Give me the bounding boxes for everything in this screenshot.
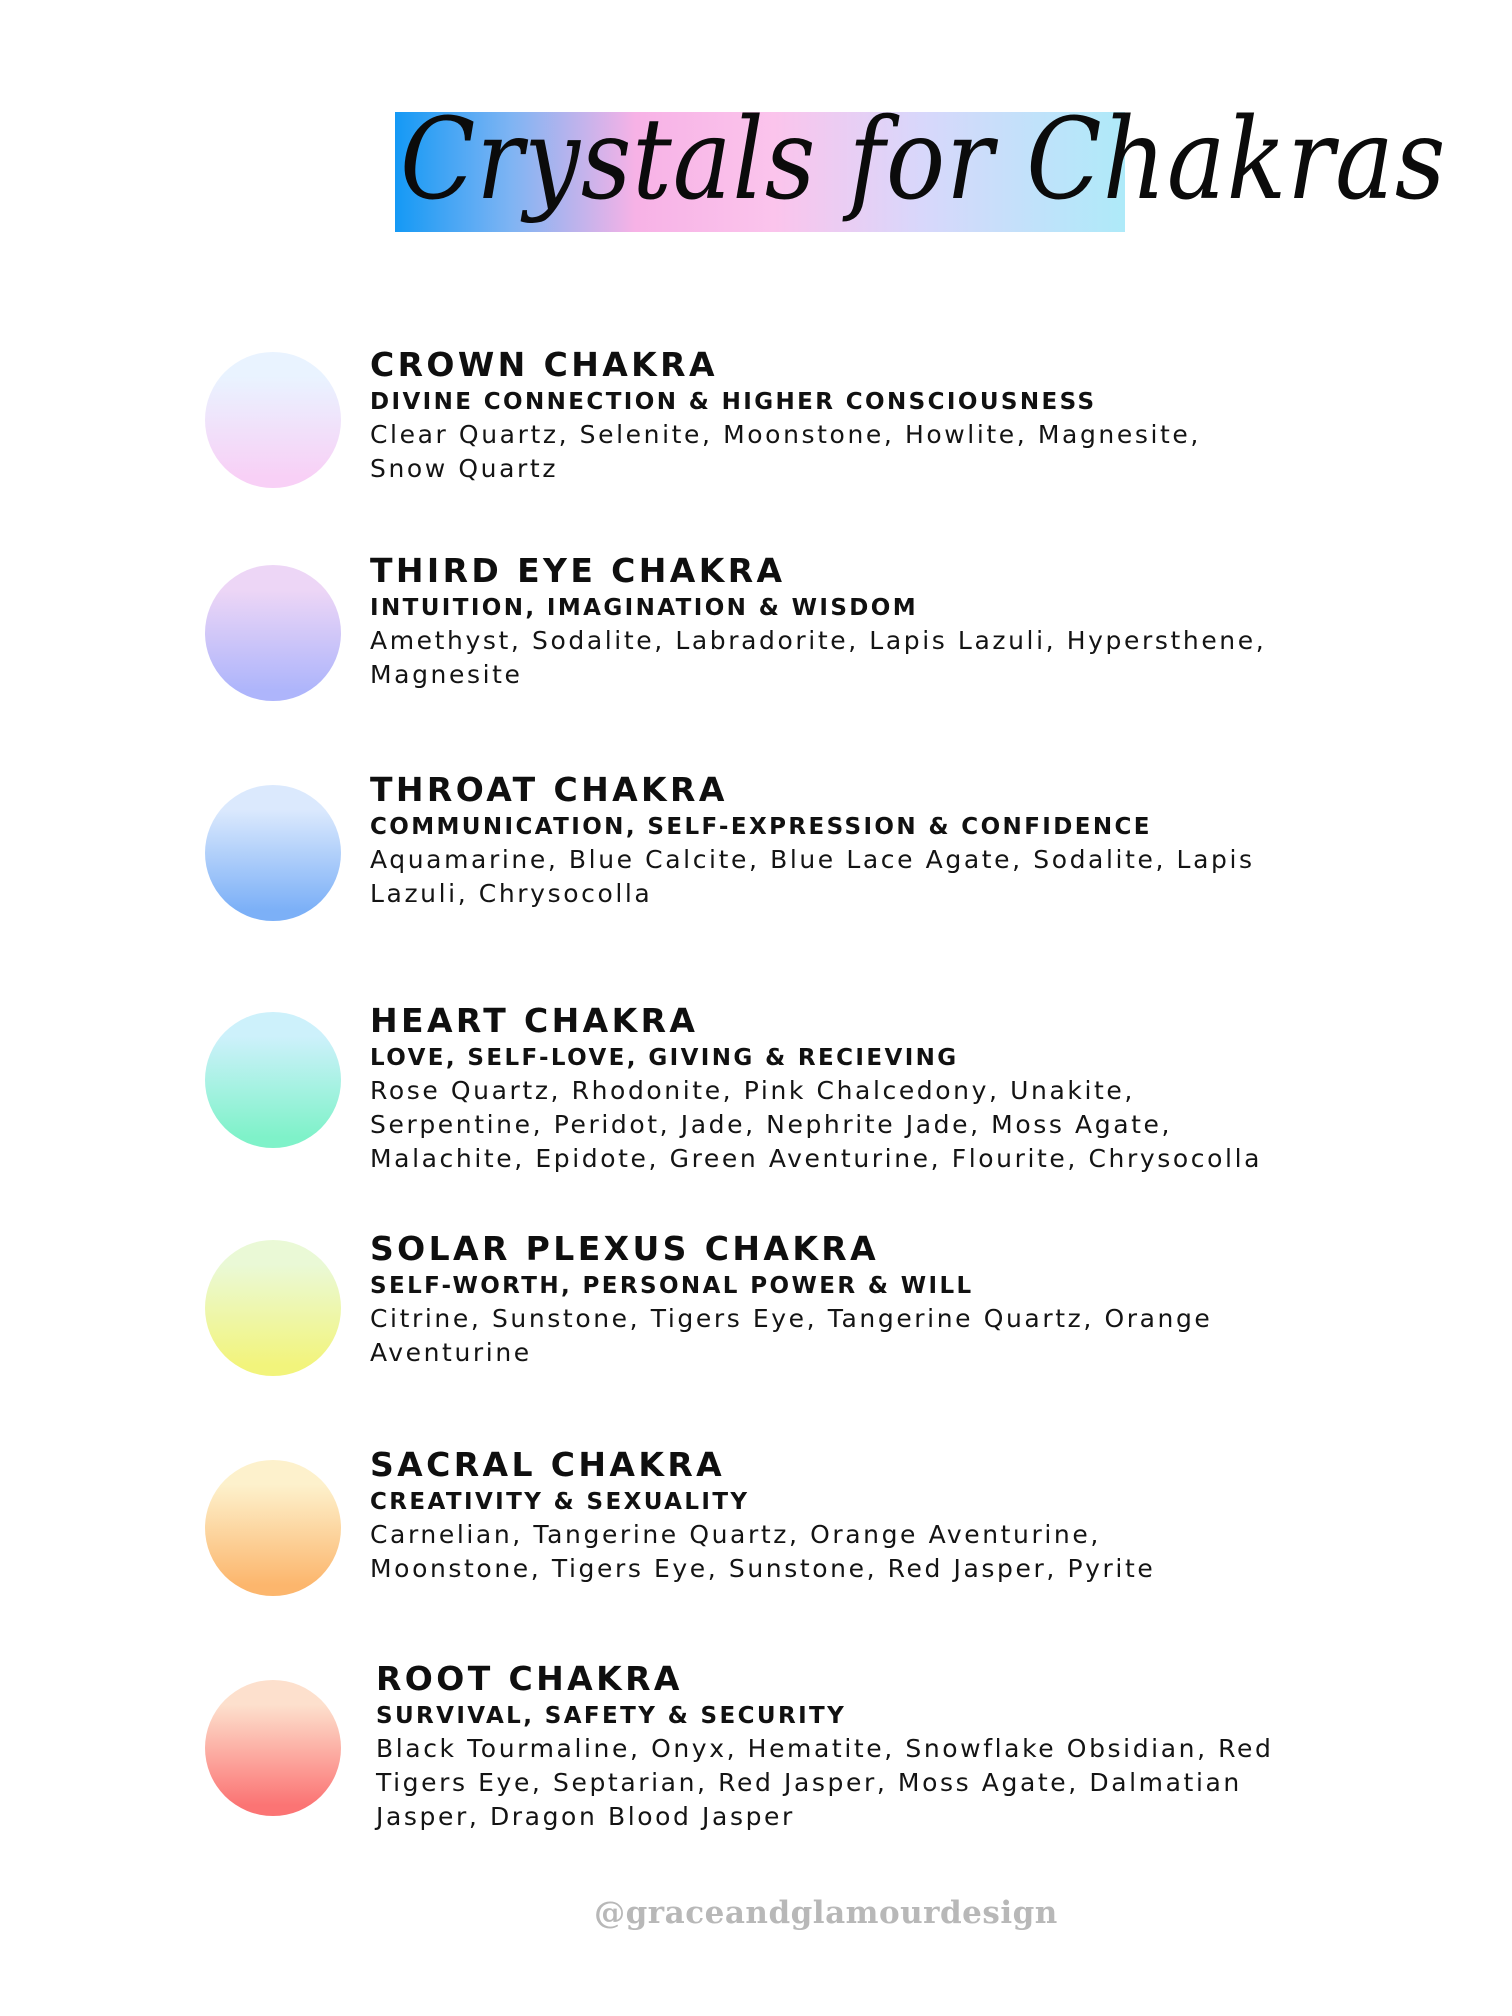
root-chakra-swatch	[205, 1680, 341, 1816]
title-banner	[395, 60, 1447, 270]
stones-line: Magnesite	[370, 660, 523, 689]
third-eye-chakra-swatch	[205, 565, 341, 701]
chakra-focus: DIVINE CONNECTION & HIGHER CONSCIOUSNESS	[370, 389, 1097, 415]
stones-line: Aquamarine, Blue Calcite, Blue Lace Agate, Sodalite, Lapis	[370, 845, 1255, 874]
crown-chakra-entry	[370, 344, 1370, 486]
stones-line: Jasper, Dragon Blood Jasper	[376, 1802, 795, 1831]
chakra-focus: COMMUNICATION, SELF-EXPRESSION & CONFIDENCE	[370, 814, 1152, 840]
chakra-stones	[370, 418, 1370, 486]
stones-line: Snow Quartz	[370, 454, 559, 483]
stones-line: Aventurine	[370, 1338, 532, 1367]
throat-chakra-entry	[370, 769, 1370, 911]
chakra-stones	[370, 1302, 1370, 1370]
chakra-stones	[376, 1732, 1376, 1834]
stones-line: Moonstone, Tigers Eye, Sunstone, Red Jasper, Pyrite	[370, 1554, 1156, 1583]
chakra-name: SACRAL CHAKRA	[370, 1445, 726, 1484]
chakra-name: HEART CHAKRA	[370, 1001, 699, 1040]
chakra-stones	[370, 1518, 1370, 1586]
footer-handle: @graceandglamourdesign	[594, 1895, 1058, 1931]
chakra-name: ROOT CHAKRA	[376, 1659, 683, 1698]
stones-line: Clear Quartz, Selenite, Moonstone, Howlite, Magnesite,	[370, 420, 1201, 449]
third-eye-chakra-entry	[370, 550, 1370, 692]
solar-plexus-chakra-entry	[370, 1228, 1370, 1370]
heart-chakra-swatch	[205, 1012, 341, 1148]
chakra-name: THROAT CHAKRA	[370, 770, 728, 809]
chakra-stones	[370, 843, 1370, 911]
chakra-focus: INTUITION, IMAGINATION & WISDOM	[370, 595, 919, 621]
stones-line: Serpentine, Peridot, Jade, Nephrite Jade, Moss Agate,	[370, 1110, 1173, 1139]
chakra-name: THIRD EYE CHAKRA	[370, 551, 786, 590]
chakra-name: CROWN CHAKRA	[370, 345, 718, 384]
page-title: Crystals for Chakras	[400, 95, 1447, 225]
stones-line: Tigers Eye, Septarian, Red Jasper, Moss Agate, Dalmatian	[376, 1768, 1242, 1797]
stones-line: Amethyst, Sodalite, Labradorite, Lapis Lazuli, Hypersthene,	[370, 626, 1267, 655]
stones-line: Lazuli, Chrysocolla	[370, 879, 653, 908]
chakra-focus: LOVE, SELF-LOVE, GIVING & RECIEVING	[370, 1045, 959, 1071]
solar-plexus-chakra-swatch	[205, 1240, 341, 1376]
stones-line: Citrine, Sunstone, Tigers Eye, Tangerine Quartz, Orange	[370, 1304, 1213, 1333]
heart-chakra-entry	[370, 1000, 1370, 1176]
root-chakra-entry	[376, 1658, 1376, 1834]
crown-chakra-swatch	[205, 352, 341, 488]
chakra-focus: CREATIVITY & SEXUALITY	[370, 1489, 750, 1515]
chakra-name: SOLAR PLEXUS CHAKRA	[370, 1229, 880, 1268]
chakra-stones	[370, 624, 1370, 692]
stones-line: Malachite, Epidote, Green Aventurine, Flourite, Chrysocolla	[370, 1144, 1263, 1173]
sacral-chakra-entry	[370, 1444, 1370, 1586]
throat-chakra-swatch	[205, 785, 341, 921]
stones-line: Black Tourmaline, Onyx, Hematite, Snowflake Obsidian, Red	[376, 1734, 1274, 1763]
stones-line: Carnelian, Tangerine Quartz, Orange Aventurine,	[370, 1520, 1101, 1549]
chakra-stones	[370, 1074, 1370, 1176]
chakra-focus: SURVIVAL, SAFETY & SECURITY	[376, 1703, 847, 1729]
chakra-focus: SELF-WORTH, PERSONAL POWER & WILL	[370, 1273, 974, 1299]
stones-line: Rose Quartz, Rhodonite, Pink Chalcedony, Unakite,	[370, 1076, 1135, 1105]
sacral-chakra-swatch	[205, 1460, 341, 1596]
